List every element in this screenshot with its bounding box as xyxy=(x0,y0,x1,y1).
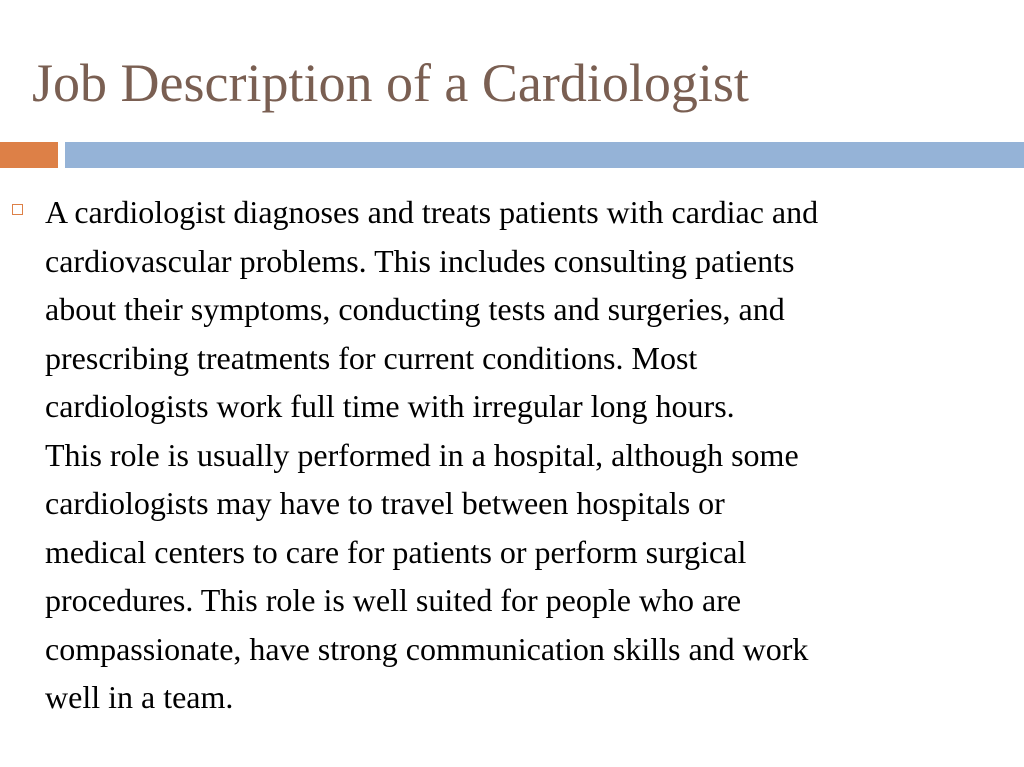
slide-title: Job Description of a Cardiologist xyxy=(32,53,749,113)
title-accent-bar-blue xyxy=(65,142,1024,168)
bullet-text: A cardiologist diagnoses and treats patients with cardiac and cardiovascular problems. This includes consulting patients about their symptoms, conducting tests and surgeries, and prescribing treatments for current conditions. Most cardiologists work full time with irregular long hours. This role is usually performed in a hospital, although some cardiologists may have to travel between hospitals or medical centers to care for patients or perform surgical procedures. This role is well suited for people who are compassionate, have strong communication skills and work well in a team. xyxy=(45,194,819,715)
title-accent-bar-orange xyxy=(0,142,58,168)
square-bullet-icon xyxy=(12,204,23,215)
